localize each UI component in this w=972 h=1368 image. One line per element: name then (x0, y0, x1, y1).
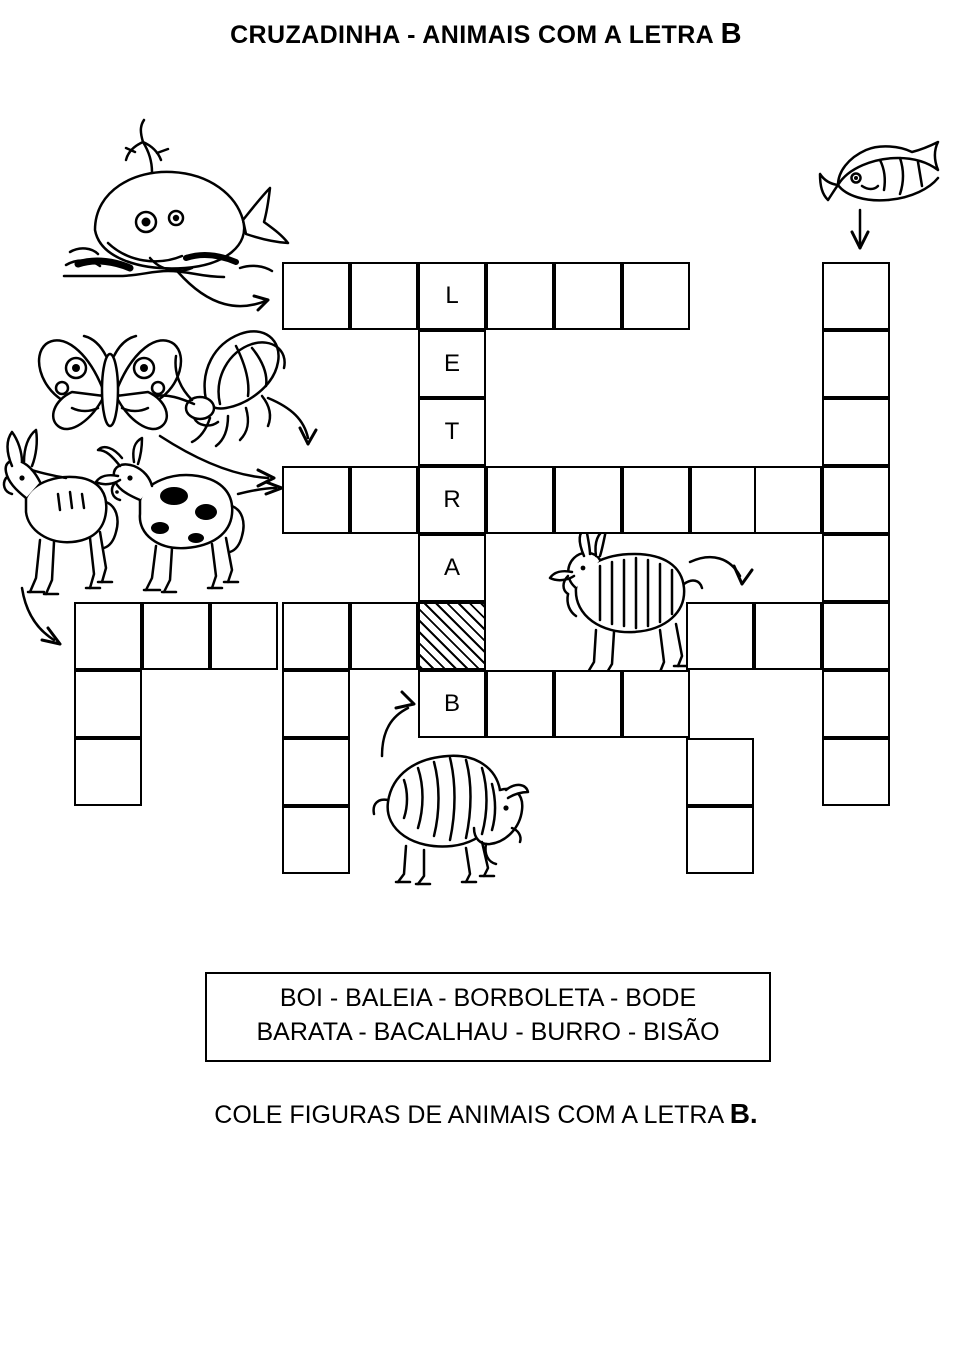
crossword-cell[interactable] (74, 670, 142, 738)
crossword-cell[interactable] (822, 262, 890, 330)
instruction-text (0, 1098, 972, 1130)
crossword-cell[interactable] (554, 262, 622, 330)
crossword-cell[interactable] (74, 738, 142, 806)
crossword-cell[interactable] (554, 670, 622, 738)
crossword-cell[interactable] (210, 602, 278, 670)
crossword-cell[interactable] (822, 466, 890, 534)
crossword-cell[interactable] (486, 262, 554, 330)
instruction-highlight: B. (729, 1098, 758, 1129)
crossword-cell[interactable] (282, 262, 350, 330)
crossword-cell[interactable] (282, 806, 350, 874)
crossword-cell[interactable] (282, 738, 350, 806)
crossword-cell[interactable] (142, 602, 210, 670)
crossword-cell[interactable] (282, 602, 350, 670)
word-bank (205, 972, 771, 1062)
letter-cell-T[interactable]: T (418, 398, 486, 466)
instruction-main: COLE FIGURAS DE ANIMAIS COM A LETRA (214, 1101, 730, 1129)
crossword-cell[interactable] (282, 466, 350, 534)
crossword-cell[interactable] (822, 534, 890, 602)
crossword-cell[interactable] (822, 602, 890, 670)
crossword-cell[interactable] (486, 466, 554, 534)
crossword-cell[interactable] (822, 330, 890, 398)
crossword-cell[interactable] (686, 738, 754, 806)
letter-cell-B[interactable]: B (418, 670, 486, 738)
crossword-cell[interactable] (690, 466, 758, 534)
crossword-cell[interactable] (754, 602, 822, 670)
crossword-cell[interactable] (822, 398, 890, 466)
crossword-cell[interactable] (282, 670, 350, 738)
page-title-text: CRUZADINHA - ANIMAIS COM A LETRA (230, 21, 721, 49)
letter-cell-R[interactable]: R (418, 466, 486, 534)
word-bank-line-2: BARATA - BACALHAU - BURRO - BISÃO (256, 1017, 720, 1046)
crossword-cell[interactable] (554, 466, 622, 534)
crossword-cell[interactable] (822, 738, 890, 806)
crossword-cell[interactable] (622, 262, 690, 330)
crossword-cell[interactable] (486, 670, 554, 738)
letter-cell-L[interactable]: L (418, 262, 486, 330)
crossword-cell[interactable] (822, 670, 890, 738)
crossword-cell[interactable] (350, 262, 418, 330)
crossword-cell[interactable] (622, 670, 690, 738)
page-title-highlight: B (720, 18, 742, 50)
crossword-cell[interactable] (622, 466, 690, 534)
letter-cell-A[interactable]: A (418, 534, 486, 602)
crossword-cell[interactable] (350, 466, 418, 534)
crossword-cell[interactable] (350, 602, 418, 670)
letter-cell-E[interactable]: E (418, 330, 486, 398)
crossword-cell-blocked[interactable] (418, 602, 486, 670)
word-bank-line-1: BOI - BALEIA - BORBOLETA - BODE (279, 984, 697, 1012)
crossword-cell[interactable] (686, 806, 754, 874)
crossword-cell[interactable] (754, 466, 822, 534)
crossword-cell[interactable] (74, 602, 142, 670)
crossword-cell[interactable] (686, 602, 754, 670)
